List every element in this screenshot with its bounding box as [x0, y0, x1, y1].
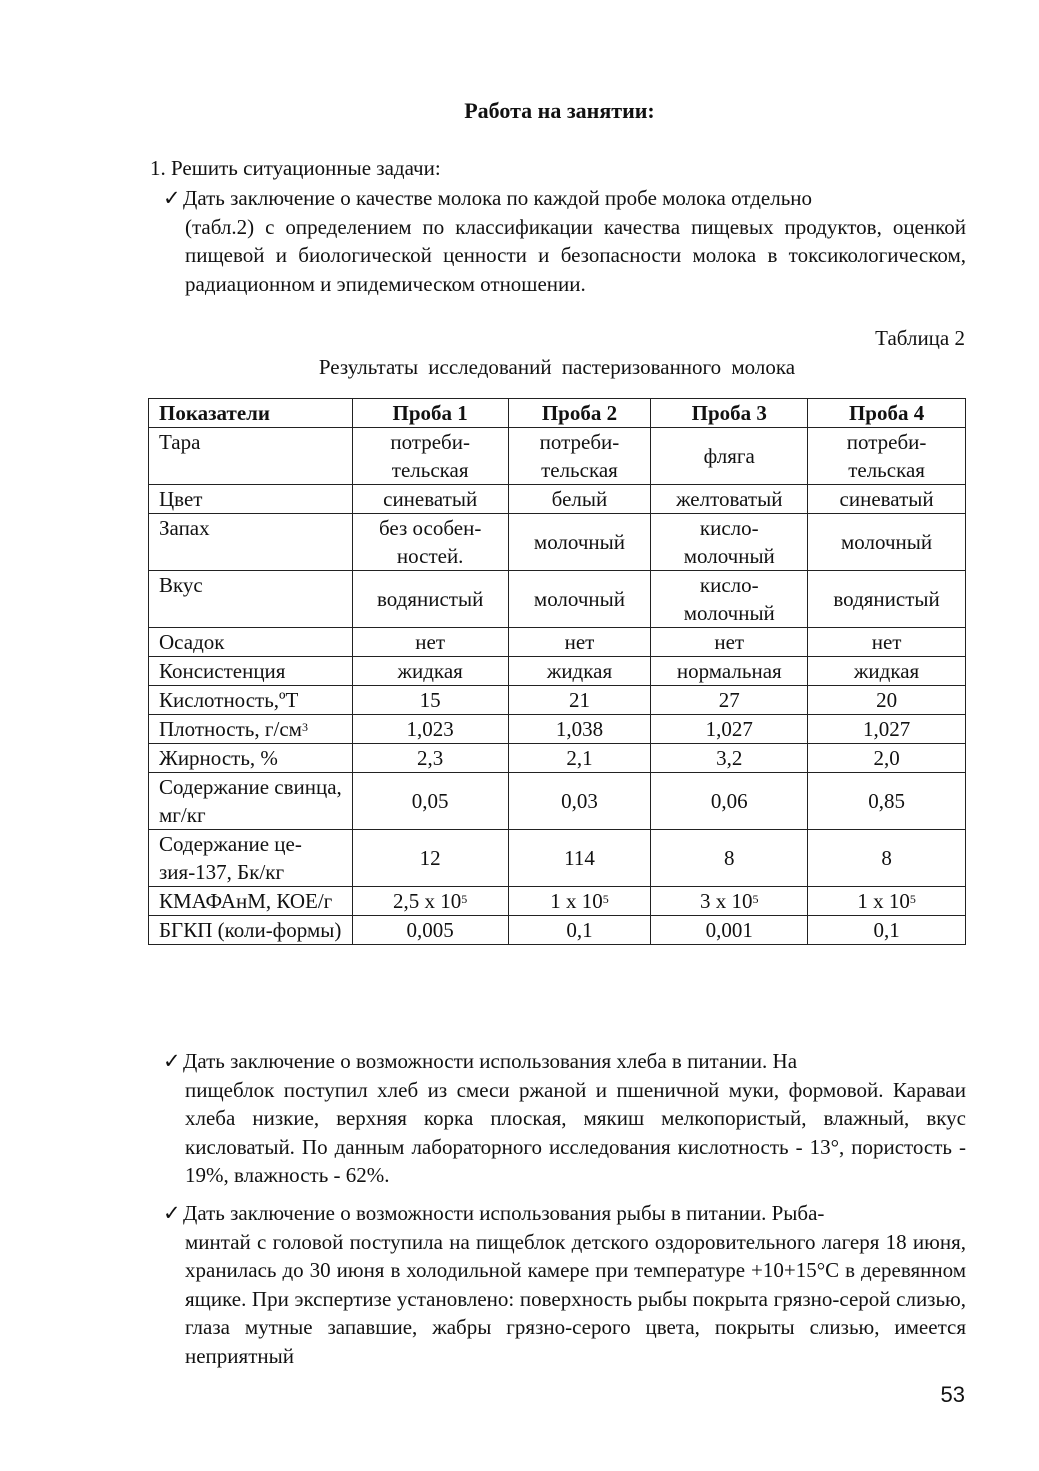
task-milk-text: (табл.2) с определением по классификации качества пищевых продуктов, оценкой пищевой и биологической ценности и безопасности молока в токсикологическом, радиационном и эпидемическом отношении. — [185, 214, 966, 296]
table-cell: 2,5 х $10^5$ — [352, 887, 508, 916]
table-cell: нет — [352, 628, 508, 657]
table-row — [149, 485, 966, 514]
table-cell: 0,05 — [352, 773, 508, 830]
page-heading: Работа на занятии: — [464, 98, 655, 123]
table-cell: водянистый — [808, 571, 966, 628]
row-label: Тара — [149, 428, 353, 485]
table-row — [149, 830, 966, 887]
check-icon: ✓ — [163, 186, 181, 210]
table-label: Таблица 2 — [875, 326, 965, 350]
table-row — [149, 916, 966, 945]
table-cell: белый — [508, 485, 651, 514]
row-label: Вкус — [149, 571, 353, 628]
table-row — [149, 571, 966, 628]
header-cell: Проба 4 — [808, 399, 966, 428]
table-cell: 1,023 — [352, 715, 508, 744]
row-label: Запах — [149, 514, 353, 571]
table-cell: жидкая — [808, 657, 966, 686]
table-cell: 0,06 — [651, 773, 808, 830]
table-cell: 0,001 — [651, 916, 808, 945]
table-row — [149, 773, 966, 830]
table-cell: 2,3 — [352, 744, 508, 773]
table-cell: 1 х $10^5$ — [508, 887, 651, 916]
table-cell: синеватый — [808, 485, 966, 514]
table-cell: 3,2 — [651, 744, 808, 773]
table-cell: жидкая — [352, 657, 508, 686]
task-bread — [163, 1047, 966, 1190]
table-cell: 15 — [352, 686, 508, 715]
table-cell: желтоватый — [651, 485, 808, 514]
task-milk-first-line: Дать заключение о качестве молока по каждой пробе молока отдельно — [183, 186, 813, 210]
table-cell: кисло-молочный — [651, 571, 808, 628]
row-label: Цвет — [149, 485, 353, 514]
table-cell: 8 — [651, 830, 808, 887]
table-cell: нет — [808, 628, 966, 657]
table-cell: 2,1 — [508, 744, 651, 773]
row-label: Осадок — [149, 628, 353, 657]
task-fish-first-line: Дать заключение о возможности использования рыбы в питании. Рыба- — [183, 1201, 825, 1225]
table-cell: нормальная — [651, 657, 808, 686]
header-cell: Проба 1 — [352, 399, 508, 428]
table-cell: фляга — [651, 428, 808, 485]
table-cell: 0,85 — [808, 773, 966, 830]
row-label: Содержание це-зия-137, Бк/кг — [149, 830, 353, 887]
row-label: БГКП (коли-формы) — [149, 916, 353, 945]
table-cell: 0,1 — [808, 916, 966, 945]
check-icon: ✓ — [163, 1201, 181, 1225]
table-cell: нет — [651, 628, 808, 657]
table-cell: жидкая — [508, 657, 651, 686]
table-cell: 1,027 — [651, 715, 808, 744]
table-row — [149, 428, 966, 485]
table-cell: потреби-тельская — [508, 428, 651, 485]
table-row — [149, 628, 966, 657]
table-cell: молочный — [508, 571, 651, 628]
header-cell: Проба 3 — [651, 399, 808, 428]
table-cell: 12 — [352, 830, 508, 887]
milk-results-table — [148, 398, 966, 945]
header-cell: Показатели — [149, 399, 353, 428]
table-cell: водянистый — [352, 571, 508, 628]
table-cell: синеватый — [352, 485, 508, 514]
row-label: Консистенция — [149, 657, 353, 686]
task-fish-text: минтай с головой поступила на пищеблок детского оздоровительного лагеря 18 июня, хранилась до 30 июня в холодильной камере при температуре +10+15°С в деревянном ящике. При экспертизе установлено: поверхность рыбы покрыта грязно-серой слизью, глаза мутные запавшие, жабры грязно-серого цвета, покрыты слизью, имеется неприятный — [185, 1229, 966, 1368]
task-intro: 1. Решить ситуационные задачи: — [150, 156, 441, 180]
table-row — [149, 715, 966, 744]
table-cell: 3 х $10^5$ — [651, 887, 808, 916]
table-row — [149, 686, 966, 715]
table-cell: 8 — [808, 830, 966, 887]
table-cell: молочный — [808, 514, 966, 571]
row-label: Жирность, % — [149, 744, 353, 773]
check-icon: ✓ — [163, 1049, 181, 1073]
task-bread-first-line: Дать заключение о возможности использования хлеба в питании. На — [183, 1049, 798, 1073]
table-cell: без особен-ностей. — [352, 514, 508, 571]
table-cell: нет — [508, 628, 651, 657]
table-row — [149, 744, 966, 773]
table-cell: 114 — [508, 830, 651, 887]
table-cell: 1 х $10^5$ — [808, 887, 966, 916]
page-number: 53 — [940, 1382, 965, 1407]
table-cell: 1,038 — [508, 715, 651, 744]
row-label: Кислотность,ºТ — [149, 686, 353, 715]
task-milk — [163, 184, 966, 298]
table-cell: 20 — [808, 686, 966, 715]
table-row — [149, 887, 966, 916]
header-cell: Проба 2 — [508, 399, 651, 428]
row-label: КМАФАнМ, КОЕ/г — [149, 887, 353, 916]
row-label: Плотность, $г/см^3$ — [149, 715, 353, 744]
row-label: Содержание свинца, мг/кг — [149, 773, 353, 830]
task-bread-text: пищеблок поступил хлеб из смеси ржаной и пшеничной муки, формовой. Караваи хлеба низкие, верхняя корка плоская, мякиш мелкопористый, влажный, вкус кисловатый. По данным лабораторного исследования кислотность - 13°, пористость - 19%, влажность - 62%. — [185, 1077, 966, 1187]
table-cell: 2,0 — [808, 744, 966, 773]
table-body — [149, 428, 966, 945]
table-cell: 0,1 — [508, 916, 651, 945]
table-cell: 27 — [651, 686, 808, 715]
table-cell: 21 — [508, 686, 651, 715]
table-caption: Результаты исследований пастеризованного молока — [318, 355, 796, 379]
task-fish — [163, 1199, 966, 1370]
table-cell: молочный — [508, 514, 651, 571]
table-cell: потреби-тельская — [808, 428, 966, 485]
table-cell: 1,027 — [808, 715, 966, 744]
table-cell: 0,03 — [508, 773, 651, 830]
table-cell: потреби-тельская — [352, 428, 508, 485]
table-row — [149, 657, 966, 686]
table-row — [149, 514, 966, 571]
table-cell: 0,005 — [352, 916, 508, 945]
table-header-row — [149, 399, 966, 428]
table-cell: кисло-молочный — [651, 514, 808, 571]
